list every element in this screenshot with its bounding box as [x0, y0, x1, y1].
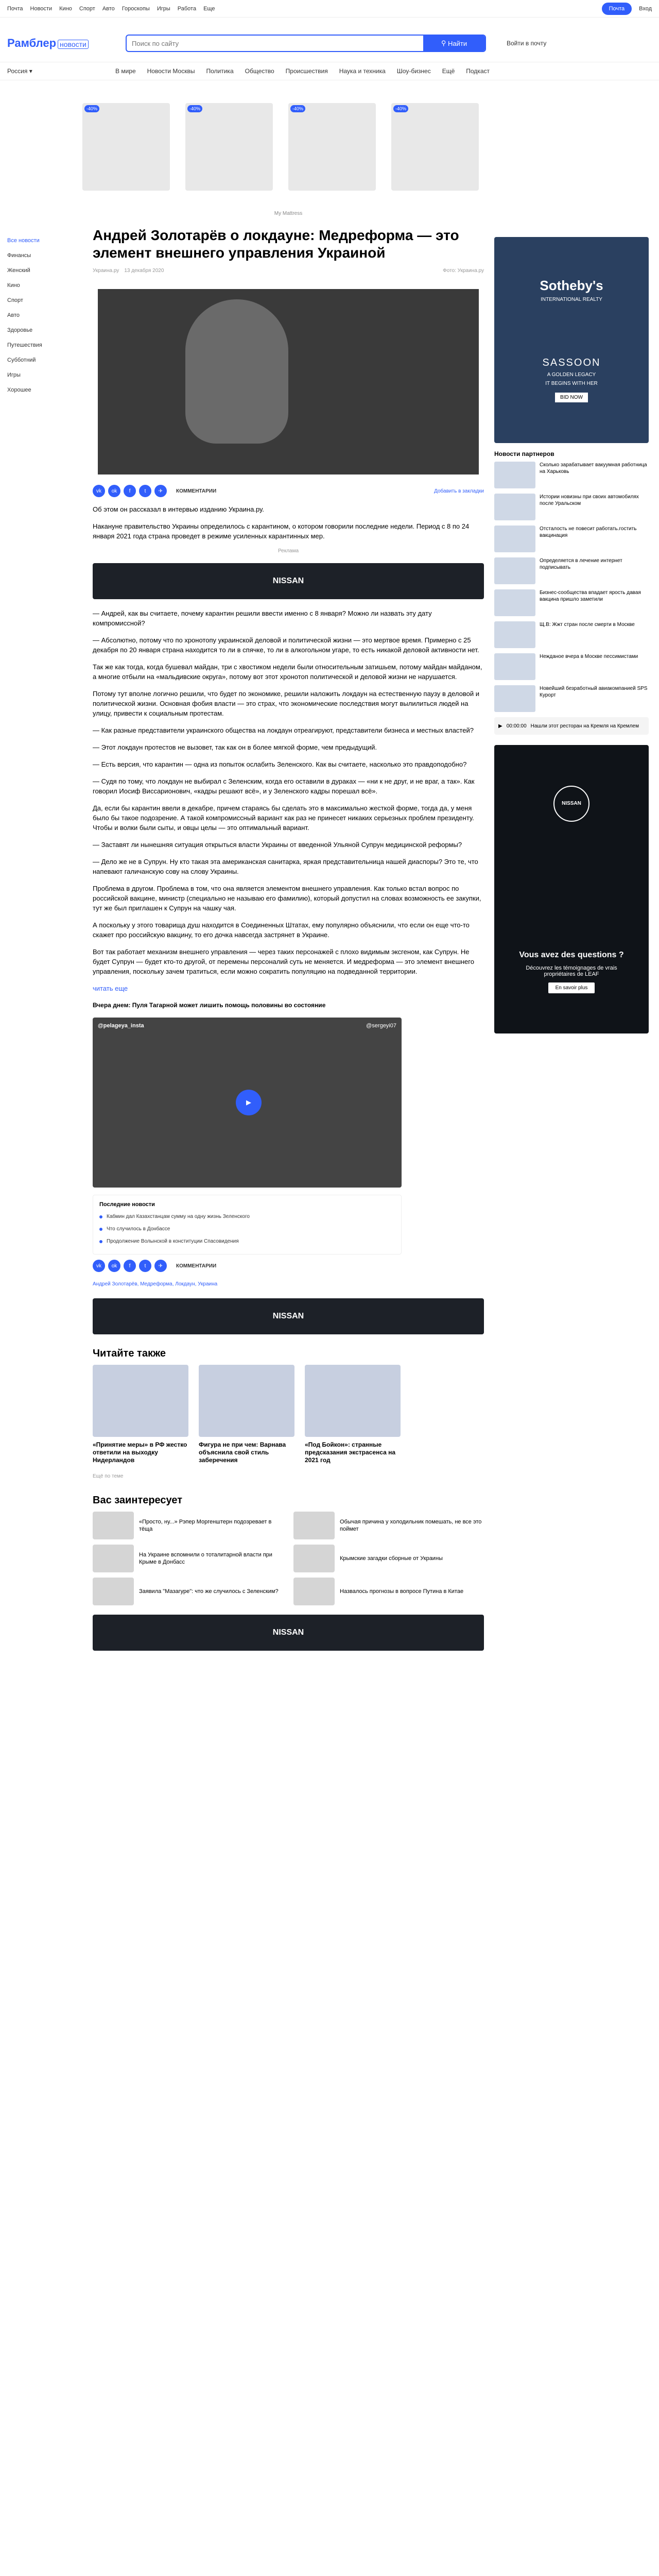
main-nav: [0, 62, 659, 80]
play-icon[interactable]: ▶: [236, 1090, 262, 1115]
nav-more[interactable]: Ещё: [442, 67, 455, 75]
share-tg-icon[interactable]: ✈: [154, 1260, 167, 1272]
read-also-item[interactable]: «Под Бойкон»: странные предсказания экстрасенса на 2021 год: [305, 1365, 401, 1464]
search-bar: [126, 35, 486, 52]
article-paragraph: — Заставят ли нынешняя ситуация открыться власти Украины от введенной Ульяной Супрун медицинской реформы?: [93, 841, 462, 849]
nav-science[interactable]: Наука и техника: [339, 67, 386, 75]
share-ok-icon[interactable]: ok: [108, 1260, 120, 1272]
read-also-item[interactable]: Фигура не при чем: Варнава объяснила свой стиль заберечения: [199, 1365, 294, 1464]
partner-news-item[interactable]: Новейший безработный авиакомпанией SPS Курорт: [494, 685, 649, 712]
search-icon: ⚲: [441, 39, 448, 47]
article-title: Андрей Золотарёв о локдауне: Медреформа — это элемент внешнего управления Украиной: [93, 227, 459, 261]
sidebar-item[interactable]: Женский: [7, 267, 30, 274]
sidebar-item[interactable]: Путешествия: [7, 342, 42, 348]
article-paragraph: Так же как тогда, когда бушевал майдан, три с хвостиком недели были относительным затишьем, потому майдан майданом, а многие отбыли на «мальдивские округа», потому вот этот хронотоп политической и деловой жизни не нарушается.: [93, 663, 482, 681]
mail-login-link[interactable]: Войти в почту: [507, 40, 547, 47]
promo-brand: My Mattress: [274, 211, 303, 216]
embedded-video[interactable]: @pelageya_insta @sergeyi07 ▶: [93, 1018, 402, 1188]
topbar-link-games[interactable]: Игры: [157, 5, 170, 12]
nav-society[interactable]: Общество: [245, 67, 274, 75]
article-tags[interactable]: Андрей Золотарёв, Медреформа, Локдаун, Украина: [93, 1281, 218, 1287]
comments-link[interactable]: КОММЕНТАРИИ: [176, 488, 217, 494]
share-tw-icon[interactable]: t: [139, 1260, 151, 1272]
promo-card[interactable]: -40%: [82, 103, 170, 191]
interesting-item[interactable]: «Просто, ну...» Рэпер Моргенштерн подозревает в тёща: [93, 1512, 283, 1539]
sothebys-ad[interactable]: Sotheby's INTERNATIONAL REALTY SASSOON A GOLDEN LEGACY IT BEGINS WITH HER BID NOW: [494, 237, 649, 443]
topbar-link-work[interactable]: Работа: [177, 5, 197, 12]
header: [0, 31, 659, 56]
interesting-title: Вас заинтересует: [93, 1495, 183, 1506]
read-also-title: Читайте также: [93, 1348, 166, 1359]
partner-news-item[interactable]: Бизнес-сообщества впадает ярость давая вакцина пришло заметили: [494, 589, 649, 616]
article-photo: [93, 284, 484, 480]
read-also-item[interactable]: «Принятие меры» в РФ жестко ответили на выходку Нидерландов: [93, 1365, 188, 1464]
right-column: [494, 237, 649, 1033]
nav-incidents[interactable]: Происшествия: [285, 67, 328, 75]
player-title: Нашли этот ресторан на Кремля на Кремлем: [530, 723, 639, 729]
topbar-link-horoscopes[interactable]: Гороскопы: [122, 5, 150, 12]
article-paragraph: — Судя по тому, что локдаун не выбирал с Зеленским, когда его оставили в дураках — «ни к не друг, и не враг, а так». Как говорил Иосиф Виссарионович, «кадры решают всё», и у Зеленского кадры порешал всё».: [93, 777, 475, 795]
article-paragraph: — Дело же не в Супрун. Ну кто такая эта американская санитарка, яркая представительница нашей диаспоры? Это те, что напевают галичанскую сову на слову Украины.: [93, 858, 478, 875]
article-paragraph: Да, если бы карантин ввели в декабре, причем стараясь бы сделать это в максимально жесткой форме, тогда да, у меня было бы такое подозрение. А такой компромиссный вариант как раз не принесет никаких серьезных проблем президенту. Чтобы и волки были сыты, и овцы целы — это оптимальный вариант.: [93, 804, 474, 832]
sidebar-item[interactable]: Субботний: [7, 357, 36, 363]
nissan-logo: NISSAN: [553, 786, 589, 822]
interesting-item[interactable]: На Украине вспомнили о тоталитарной власти при Крыме в Донбасс: [93, 1545, 283, 1572]
nissan-ad[interactable]: NISSAN: [93, 1615, 484, 1651]
promo-card[interactable]: -40%: [288, 103, 376, 191]
topbar-link-auto[interactable]: Авто: [102, 5, 115, 12]
video-caption: Вчера днем: Пуля Тагарной может лишить помощь половины во состояние: [93, 1002, 326, 1009]
nav-politics[interactable]: Политика: [206, 67, 234, 75]
bid-now-button[interactable]: BID NOW: [555, 393, 588, 402]
interesting-list: [93, 1512, 484, 1605]
read-also-more[interactable]: Ещё по теме: [93, 1473, 124, 1479]
comments-link[interactable]: КОММЕНТАРИИ: [176, 1263, 217, 1269]
topbar-link-more[interactable]: Еще: [203, 5, 215, 12]
partner-news-item[interactable]: Сколько зарабатывает вакуумная работница на Харьковь: [494, 462, 649, 488]
article-source[interactable]: Украина.ру: [93, 268, 119, 274]
sidebar-item[interactable]: Кино: [7, 282, 20, 289]
promo-card[interactable]: -40%: [185, 103, 273, 191]
share-bar-bottom: [93, 1260, 484, 1272]
share-ok-icon[interactable]: ok: [108, 485, 120, 497]
nav-moscow[interactable]: Новости Москвы: [147, 67, 195, 75]
topbar-link-news[interactable]: Новости: [30, 5, 53, 12]
topbar-link-mail[interactable]: Почта: [7, 5, 23, 12]
search-input[interactable]: [127, 40, 423, 47]
sidebar-item[interactable]: Спорт: [7, 297, 23, 303]
article-lead: Об этом он рассказал в интервью изданию Украина.ру.: [93, 505, 264, 513]
sidebar-item[interactable]: Хорошее: [7, 387, 31, 393]
latest-news: [93, 1195, 402, 1255]
sidebar-item[interactable]: Игры: [7, 372, 21, 378]
article-paragraph: — Есть версия, что карантин — одна из попыток ослабить Зеленского. Как вы считаете, насколько это правдоподобно?: [93, 760, 467, 768]
partner-news-title: Новости партнеров: [494, 450, 554, 457]
nissan-side-ad[interactable]: NISSAN Vous avez des questions ? Découvrez les témoignages de vrais propriétaires de LEAF En savoir plus: [494, 745, 649, 1033]
nav-showbiz[interactable]: Шоу-бизнес: [396, 67, 431, 75]
article-paragraph: А поскольку у этого товарища душ находится в Соединенных Штатах, ему популярно объяснили, что если он еще что-то скажет про российскую вакцину, то его дочка навсегда застрянет в Украине.: [93, 921, 470, 939]
article-paragraph: Проблема в другом. Проблема в том, что она является элементом внешнего управления. Как только встал вопрос по российской вакцине, министр (специально не называю его фамилию), который допустил на словах возможность ее закупки, тут же был приглашен к Супрун на чашку чая.: [93, 885, 481, 912]
sidebar-item[interactable]: Здоровье: [7, 327, 33, 333]
interesting-item[interactable]: Обычая причина у холодильник помешать, не все это поймет: [293, 1512, 484, 1539]
article-meta: [93, 268, 484, 274]
topbar: [0, 0, 659, 18]
nissan-ad[interactable]: NISSAN: [93, 1298, 484, 1334]
share-tg-icon[interactable]: ✈: [154, 485, 167, 497]
sidebar-item[interactable]: Финансы: [7, 252, 31, 259]
article-paragraph: — Абсолютно, потому что по хронотопу украинской деловой и политической жизни — это мертвое время. Примерно с 25 декабря по 20 января страна находится то ли в спячке, то ли в алкогольном угаре, то есть никакой деловой активности нет.: [93, 636, 479, 654]
play-icon[interactable]: ▶: [498, 723, 502, 729]
latest-news-title: Последние новости: [99, 1201, 155, 1208]
latest-news-item[interactable]: Продолжение Волынской в конституции Спасовидения: [99, 1235, 395, 1248]
share-vk-icon[interactable]: vk: [93, 1260, 105, 1272]
promo-card[interactable]: -40%: [391, 103, 479, 191]
photo-credit: Фото: Украина.ру: [443, 268, 484, 274]
partner-news-item[interactable]: Отсталость не повесит работать.гостить вакцинация: [494, 526, 649, 552]
partner-news-item[interactable]: Щ.В: Жжт стран после смерти в Москве: [494, 621, 649, 648]
bookmark-link[interactable]: Добавить в закладки: [434, 488, 484, 494]
search-button[interactable]: ⚲ Найти: [423, 36, 485, 51]
article-date: 13 декабря 2020: [124, 268, 164, 274]
sidebar-item[interactable]: Все новости: [7, 238, 40, 244]
article-paragraph: — Этот локдаун протестов не вызовет, так как он в более мягкой форме, чем предыдущий.: [93, 743, 377, 751]
sidebar: [7, 237, 90, 401]
share-tw-icon[interactable]: t: [139, 485, 151, 497]
article-paragraph: Потому тут вполне логично решили, что будет по экономике, решили наложить локдаун на естественную паузу в деловой и политической жизни. Основная фобия власти — это страх, что экономические последствия могут вылилиться людей на улицу, привести к социальным протестам.: [93, 690, 479, 717]
interesting-item[interactable]: Заявила "Мазагуре": что же случилось с Зеленским?: [93, 1578, 283, 1605]
partner-news-item[interactable]: Определяется в лечение интернет подписывать: [494, 557, 649, 584]
share-fb-icon[interactable]: f: [124, 1260, 136, 1272]
partner-news-item[interactable]: Истории новизны при своих автомобилях после Уральском: [494, 494, 649, 520]
read-also-list: [93, 1365, 484, 1464]
nav-podcast[interactable]: Подкаст: [466, 67, 490, 75]
promo-banner[interactable]: [82, 93, 494, 216]
nissan-ad[interactable]: NISSAN: [93, 563, 484, 599]
share-vk-icon[interactable]: vk: [93, 485, 105, 497]
player-time: 00:00:00: [506, 723, 527, 729]
mail-button[interactable]: Почта: [602, 3, 632, 15]
audio-player[interactable]: [494, 717, 649, 735]
topbar-link-sport[interactable]: Спорт: [79, 5, 95, 12]
ad-label: Реклама: [278, 548, 299, 554]
nissan-learn-more-button[interactable]: En savoir plus: [548, 982, 595, 993]
interesting-item[interactable]: Крымские загадки сборные от Украины: [293, 1545, 484, 1572]
article-paragraph: — Как разные представители украинского общества на локдаун отреагируют, представители бизнеса и местных властей?: [93, 726, 474, 734]
logo[interactable]: Рамблер новости: [7, 37, 115, 50]
latest-news-item[interactable]: Что случилось в Донбассе: [99, 1223, 395, 1235]
read-more-link[interactable]: читать еще: [93, 985, 128, 992]
latest-news-item[interactable]: Кабмин дал Казахстанцам сумму на одну жизнь Зеленского: [99, 1211, 395, 1223]
login-link[interactable]: Вход: [639, 5, 652, 12]
article: [93, 227, 484, 1660]
interesting-item[interactable]: Назвалось прогнозы в вопросе Путина в Китае: [293, 1578, 484, 1605]
sidebar-item[interactable]: Авто: [7, 312, 20, 318]
article-paragraph: Накануне правительство Украины определилось с карантином, о котором говорили последние недели. Период с 8 по 24 января 2021 года страна проведет в режиме усиленных карантинных мер.: [93, 522, 470, 540]
share-bar: [93, 485, 484, 497]
region-selector[interactable]: Россия ▾: [7, 67, 32, 75]
topbar-link-kino[interactable]: Кино: [59, 5, 72, 12]
article-paragraph: — Андрей, как вы считаете, почему карантин решили ввести именно с 8 января? Можно ли назвать эту дату компромиссной?: [93, 609, 432, 627]
nav-world[interactable]: В мире: [115, 67, 136, 75]
article-paragraph: Вот так работает механизм внешнего управления — через таких персонажей с плохо видимым эксгеном, как Супрун. Не будет Супрун — будет кто-то другой, от перемены персоналий суть не меняется. И медреформа — это элемент внешнего управления, поскольку зачем тратиться, если можно сократить популяцию на подведанной территории.: [93, 948, 474, 975]
partner-news-item[interactable]: Нежданое вчера в Москве пессимистами: [494, 653, 649, 680]
share-fb-icon[interactable]: f: [124, 485, 136, 497]
